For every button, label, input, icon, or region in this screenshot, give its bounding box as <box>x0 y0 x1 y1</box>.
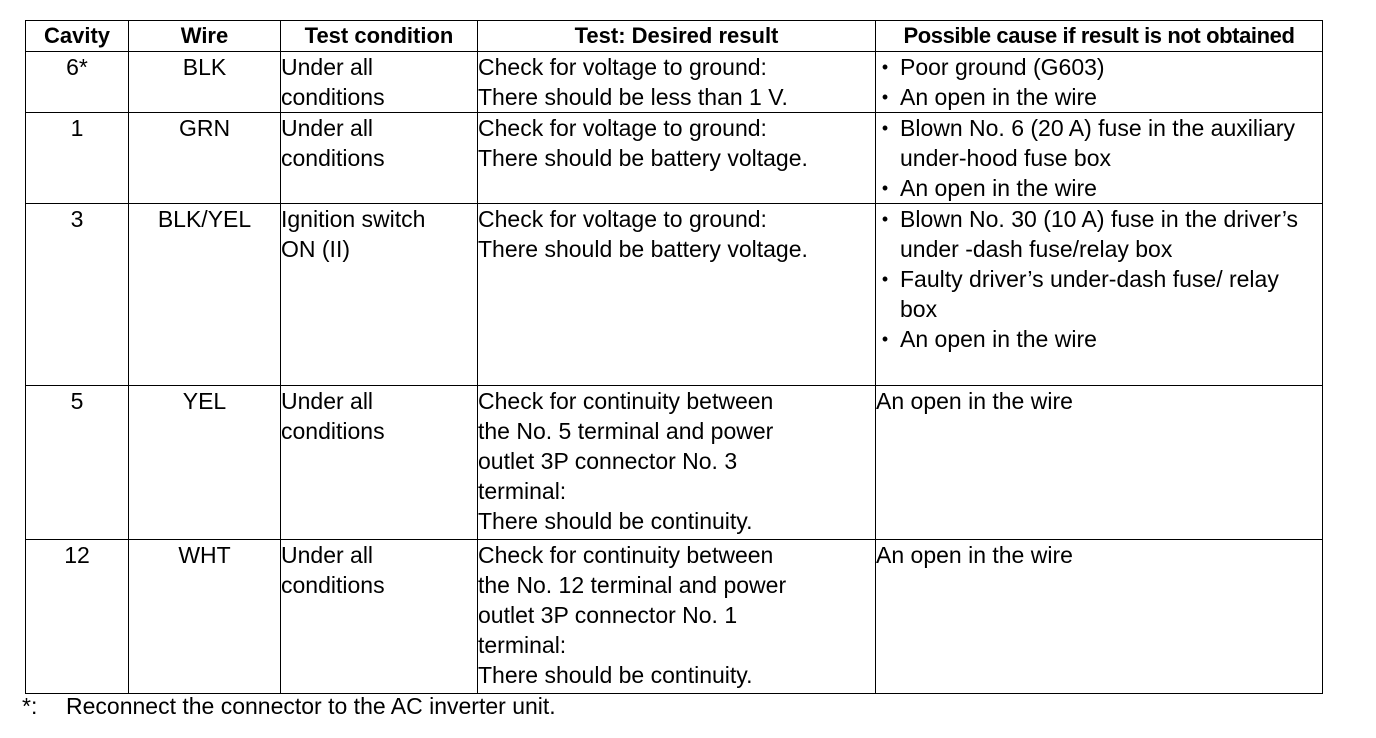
wire-cell: GRN <box>129 113 281 204</box>
diagnostic-table <box>25 20 1323 694</box>
bullet-icon: • <box>881 57 889 77</box>
condition-line: ON (II) <box>281 236 350 262</box>
cause-item <box>876 204 1322 264</box>
bullet-icon: • <box>881 87 889 107</box>
condition-line: Under all <box>281 542 374 568</box>
condition-line: Under all <box>281 115 374 141</box>
cavity-cell: 1 <box>26 113 129 204</box>
bullet-icon: • <box>881 178 889 198</box>
cause-text: An open in the wire <box>900 175 1097 201</box>
header-row <box>26 21 1323 52</box>
condition-cell <box>281 52 478 113</box>
cause-item <box>876 324 1322 354</box>
result-line: There should be less than 1 V. <box>478 84 788 110</box>
result-line: There should be continuity. <box>478 662 753 688</box>
header-test-condition: Test condition <box>281 21 478 52</box>
footnote-mark: *: <box>22 693 38 719</box>
result-line: terminal: <box>478 632 567 658</box>
result-line: the No. 5 terminal and power <box>478 418 774 444</box>
bullet-icon: • <box>881 329 889 349</box>
cause-list <box>876 204 1322 354</box>
result-cell <box>478 52 876 113</box>
cause-item <box>876 52 1322 82</box>
table-row <box>26 540 1323 694</box>
result-line: Check for voltage to ground: <box>478 54 767 80</box>
result-line: the No. 12 terminal and power <box>478 572 787 598</box>
cause-item <box>876 113 1322 173</box>
condition-line: conditions <box>281 572 385 598</box>
cause-text: Poor ground (G603) <box>900 54 1105 80</box>
cause-cell <box>876 204 1323 386</box>
result-cell <box>478 386 876 540</box>
condition-cell <box>281 386 478 540</box>
cause-text: An open in the wire <box>900 84 1097 110</box>
result-cell <box>478 540 876 694</box>
condition-line: conditions <box>281 84 385 110</box>
cause-cell <box>876 52 1323 113</box>
cause-cell: An open in the wire <box>876 540 1323 694</box>
condition-line: Ignition switch <box>281 206 426 232</box>
table-row <box>26 113 1323 204</box>
condition-line: Under all <box>281 54 374 80</box>
cause-cell: An open in the wire <box>876 386 1323 540</box>
cavity-cell: 5 <box>26 386 129 540</box>
result-line: There should be battery voltage. <box>478 236 808 262</box>
table-row <box>26 52 1323 113</box>
header-cavity: Cavity <box>26 21 129 52</box>
condition-line: Under all <box>281 388 374 414</box>
table-row <box>26 386 1323 540</box>
cause-list <box>876 52 1322 112</box>
result-cell <box>478 204 876 386</box>
condition-cell <box>281 540 478 694</box>
header-wire: Wire <box>129 21 281 52</box>
result-line: Check for continuity between <box>478 542 774 568</box>
result-line: terminal: <box>478 478 567 504</box>
result-line: There should be continuity. <box>478 508 753 534</box>
condition-cell <box>281 113 478 204</box>
cavity-cell: 6* <box>26 52 129 113</box>
cavity-cell: 3 <box>26 204 129 386</box>
result-line: Check for voltage to ground: <box>478 115 767 141</box>
bullet-icon: • <box>881 118 889 138</box>
cause-list <box>876 113 1322 203</box>
result-line: outlet 3P connector No. 3 <box>478 448 738 474</box>
footnote-text: Reconnect the connector to the AC inverter unit. <box>66 693 556 719</box>
cavity-cell: 12 <box>26 540 129 694</box>
condition-cell <box>281 204 478 386</box>
table-row <box>26 204 1323 386</box>
cause-text: Faulty driver’s under-dash fuse/ relay box <box>900 266 1279 322</box>
result-cell <box>478 113 876 204</box>
footnote <box>22 691 556 721</box>
result-line: Check for continuity between <box>478 388 774 414</box>
cause-text: An open in the wire <box>900 326 1097 352</box>
condition-line: conditions <box>281 145 385 171</box>
wire-cell: WHT <box>129 540 281 694</box>
condition-line: conditions <box>281 418 385 444</box>
cause-cell <box>876 113 1323 204</box>
result-line: Check for voltage to ground: <box>478 206 767 232</box>
cause-item <box>876 82 1322 112</box>
header-possible-cause: Possible cause if result is not obtained <box>876 21 1323 52</box>
cause-item <box>876 173 1322 203</box>
result-line: outlet 3P connector No. 1 <box>478 602 738 628</box>
bullet-icon: • <box>881 209 889 229</box>
result-line: There should be battery voltage. <box>478 145 808 171</box>
header-desired-result: Test: Desired result <box>478 21 876 52</box>
bullet-icon: • <box>881 269 889 289</box>
cause-text: Blown No. 30 (10 A) fuse in the driver’s under -dash fuse/relay box <box>900 206 1299 262</box>
wire-cell: YEL <box>129 386 281 540</box>
wire-cell: BLK <box>129 52 281 113</box>
cause-item <box>876 264 1322 324</box>
wire-cell: BLK/YEL <box>129 204 281 386</box>
cause-text: Blown No. 6 (20 A) fuse in the auxiliary under-hood fuse box <box>900 115 1296 171</box>
